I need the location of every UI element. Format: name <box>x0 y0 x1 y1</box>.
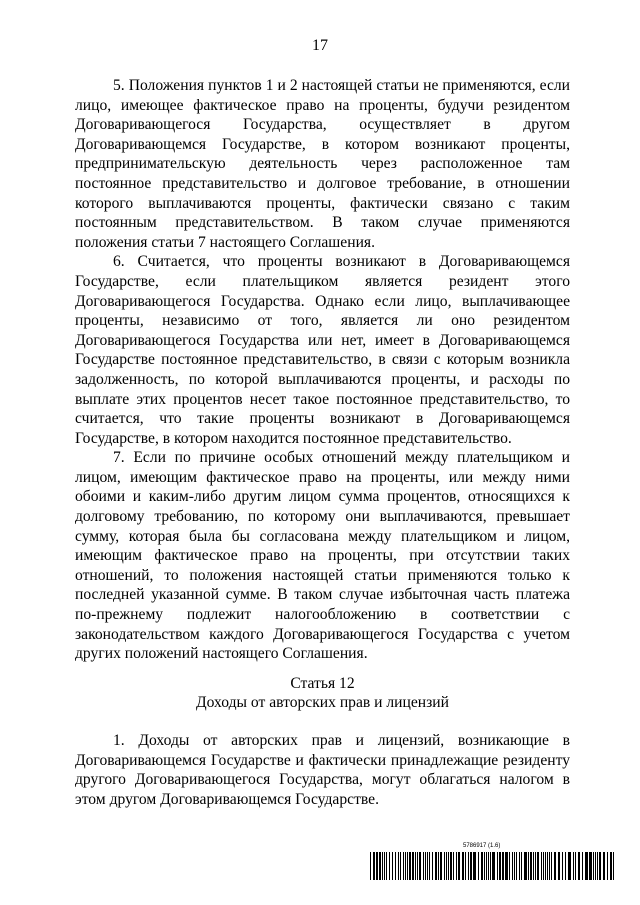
barcode-bar <box>519 852 520 880</box>
barcode-bar <box>562 852 563 880</box>
barcode-bar <box>427 852 428 880</box>
barcode-bar <box>398 852 399 880</box>
barcode-bar <box>407 852 408 880</box>
barcode-bar <box>568 852 571 880</box>
barcode-bar <box>444 852 445 880</box>
barcode-bar <box>478 852 479 880</box>
barcode-bar <box>599 852 601 880</box>
article-number: Статья 12 <box>290 674 355 692</box>
barcode-bar <box>490 852 491 880</box>
barcode-bar <box>597 852 598 880</box>
barcode-bar <box>409 852 411 880</box>
barcode-bar <box>505 852 508 880</box>
barcode-bar <box>473 852 476 880</box>
barcode-bar <box>438 852 439 880</box>
barcode-bar <box>392 852 393 880</box>
article-paragraph-1: 1. Доходы от авторских прав и лицензий, возникающие в Договаривающемся Государстве и фактически принадлежащие резиденту другого Договаривающегося Государства, могут облагаться налогом в этом другом Договаривающемся Государстве. <box>75 732 570 808</box>
article-heading <box>75 674 570 713</box>
barcode-bar <box>492 852 495 880</box>
barcode-bar <box>419 852 421 880</box>
barcode-bar <box>465 852 466 880</box>
barcode-bar <box>610 852 612 880</box>
barcode-bar <box>575 852 576 880</box>
barcode-bar <box>524 852 527 880</box>
barcode-bar <box>370 852 371 880</box>
barcode-bar <box>535 852 536 880</box>
barcode-bar <box>423 852 424 880</box>
barcode-bar <box>543 852 544 880</box>
barcode-bar <box>425 852 426 880</box>
barcode-bar <box>458 852 460 880</box>
barcode-bar <box>376 852 378 880</box>
barcode-bar <box>589 852 592 880</box>
barcode-bar <box>386 852 387 880</box>
barcode-bar <box>547 852 548 880</box>
barcode-bar <box>384 852 385 880</box>
barcode-bar <box>551 852 552 880</box>
paragraph-7: 7. Если по причине особых отношений между плательщиком и лицом, имеющим фактическое право на проценты, или между ними обоими и каким-либо другим лицом сумма процентов, относящихся к долговому требованию, по которому они выплачиваются, превышает сумму, которая была бы согласована между плательщиком и лицом, имеющим фактическое право на проценты, при отсутствии таких отношений, то положения настоящей статьи применяются только к последней указанной сумме. В таком случае избыточная часть платежа по-прежнему подлежит налогообложению в соответствии с законодательством каждого Договаривающегося Государства с учетом других положений настоящего Соглашения. <box>75 449 570 663</box>
barcode-bar <box>450 852 452 880</box>
barcode-bar <box>549 852 550 880</box>
barcode-bar <box>456 852 457 880</box>
barcode-bar <box>462 852 464 880</box>
barcode-bar <box>533 852 534 880</box>
barcode-label: 5786917 (1.6) <box>463 843 501 849</box>
barcode-bar <box>514 852 515 880</box>
barcode-bar <box>607 852 608 880</box>
document-body <box>75 76 570 809</box>
barcode-bar <box>528 852 529 880</box>
barcode-bar <box>603 852 605 880</box>
barcode-bar <box>502 852 504 880</box>
barcode-bar <box>516 852 517 880</box>
barcode-bar <box>545 852 546 880</box>
barcode-bar <box>481 852 483 880</box>
barcode-bar <box>497 852 498 880</box>
barcode-bar <box>488 852 489 880</box>
barcode-bar <box>565 852 566 880</box>
barcode-bar <box>593 852 594 880</box>
article-title: Доходы от авторских прав и лицензий <box>195 694 449 712</box>
barcode-bar <box>382 852 383 880</box>
barcode-bar <box>415 852 416 880</box>
barcode-bar <box>512 852 513 880</box>
barcode-bar <box>395 852 396 880</box>
barcode-bar <box>400 852 401 880</box>
barcode-bar <box>578 852 580 880</box>
barcode-bar <box>405 852 406 880</box>
barcode-bar <box>440 852 442 880</box>
barcode-bar <box>379 852 381 880</box>
barcode-bar <box>537 852 539 880</box>
barcode-bar <box>389 852 390 880</box>
barcode-bar <box>417 852 418 880</box>
barcode-bar <box>613 852 614 880</box>
barcode-bar <box>486 852 487 880</box>
barcode-bar <box>470 852 472 880</box>
paragraph-6: 6. Считается, что проценты возникают в Договаривающемся Государстве, если плательщиком является резидент этого Договаривающегося Государства. Однако если лицо, выплачивающее проценты, независимо от того, является ли оно резидентом Договаривающегося Государства или нет, имеет в Договаривающемся Государстве постоянное представительство, в связи с которым возникла задолженность, по которой выплачиваются проценты, и расходы по выплате этих процентов несет такое постоянное представительство, то считается, что такие проценты возникают в Договаривающемся Государстве, в котором находится постоянное представительство. <box>75 253 570 447</box>
barcode-bar <box>521 852 522 880</box>
barcode-bar <box>585 852 588 880</box>
barcode-image <box>370 852 615 880</box>
barcode-bar <box>595 852 596 880</box>
barcode-bar <box>446 852 447 880</box>
barcode-bar <box>453 852 454 880</box>
barcode-bar <box>429 852 430 880</box>
barcode-bar <box>448 852 449 880</box>
barcode-bar <box>541 852 542 880</box>
barcode-bar <box>435 852 437 880</box>
barcode-bar <box>573 852 574 880</box>
barcode-bar <box>530 852 532 880</box>
barcode-bar <box>373 852 375 880</box>
paragraph-5: 5. Положения пунктов 1 и 2 настоящей статьи не применяются, если лицо, имеющее фактическое право на проценты, будучи резидентом Договаривающегося Государства, осуществляет в другом Договаривающемся Государстве, в котором возникают проценты, предпринимательскую деятельность через расположенное там постоянное представительство и долговое требование, в отношении которого выплачиваются проценты, фактически связано с таким постоянным представительством. В таком случае применяются положения статьи 7 настоящего Соглашения. <box>75 77 570 251</box>
barcode-bar <box>403 852 404 880</box>
barcode-bar <box>412 852 414 880</box>
page-number: 17 <box>312 37 328 54</box>
barcode-bar <box>582 852 583 880</box>
barcode-bar <box>554 852 556 880</box>
barcode-bar <box>484 852 485 880</box>
barcode-bar <box>509 852 510 880</box>
barcode-bar <box>558 852 560 880</box>
barcode-bar <box>468 852 469 880</box>
barcode-bar <box>499 852 501 880</box>
barcode-bar <box>432 852 433 880</box>
barcode-block <box>370 843 615 885</box>
